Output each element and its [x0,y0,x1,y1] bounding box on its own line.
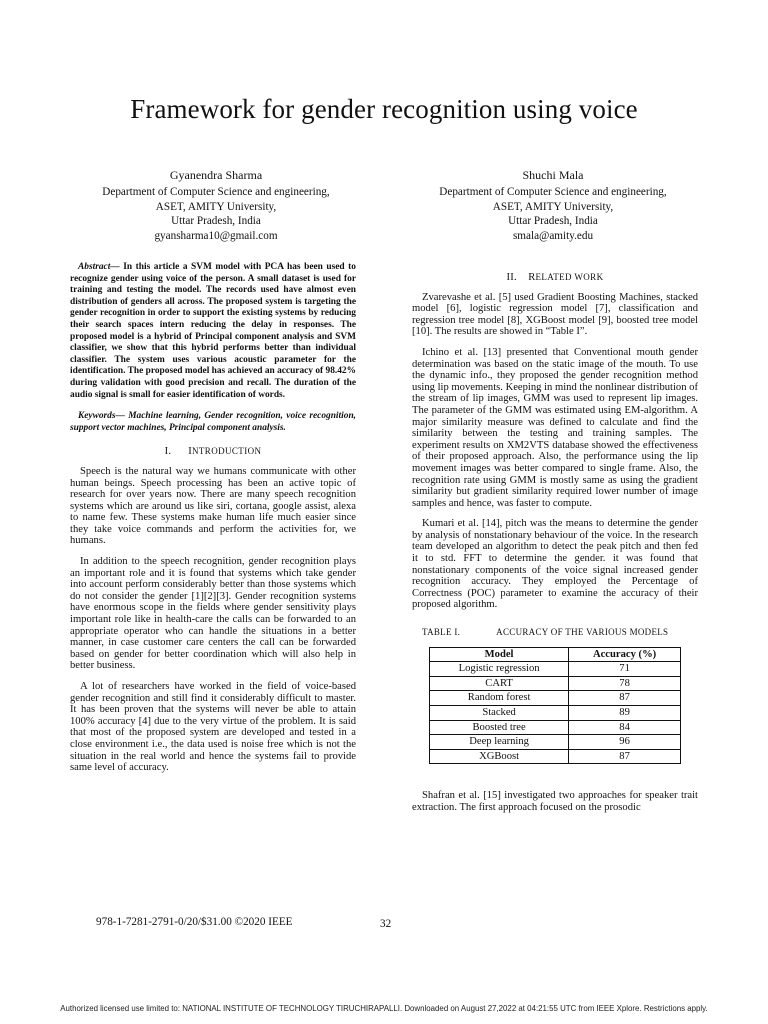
table-label: TABLE I. [422,627,461,638]
table-row [430,676,681,691]
table-header-cell: Accuracy (%) [569,647,681,662]
related-paragraph: Ichino et al. [13] presented that Conventional mouth gender determination was based on the static image of the mouth. To use the dynamic info., they proposed the gender recognition method using lip movements. Keeping in mind the nonlinear distribution of the stream of lip images, GMM was used to represent lip images. The parameter of the GMM was estimated using EM-algorithm. A major similarity measure was defined to calculate and find the similarity between the testing and training samples. The experiment results on XM2VTS database showed the effectiveness of their proposed approach. Also, the performance using the lip movement images was better compared to single frame. Also, the recognition rate using GMM is mostly same as using the gradient similarity but gradient similarity required lower number of image samples and hence, was faster to compute. [412,346,698,509]
table-cell: Stacked [430,706,569,721]
author-institution: ASET, AMITY University, [492,200,614,213]
section-number: I. [164,446,172,458]
license-notice: Authorized licensed use limited to: NATIONAL INSTITUTE OF TECHNOLOGY TIRUCHIRAPALLI. Downloaded on August 27,2022 at 04:21:55 UTC from IEEE Xplore. Restrictions apply. [60,1004,708,1013]
section-heading-introduction [70,446,356,458]
table-header-row [430,647,681,662]
section-initial: R [528,272,536,283]
abstract-text: In this article a SVM model with PCA has been used to recognize gender using voice of the person. A small dataset is used for training and testing the model. The records used have almost even distribution of genders all across. The proposed system is targeting the gender recognition in order to support the existing systems by reducing their search spaces intern reducing the delay in responses. The proposed model is a hybrid of Principal component analysis and SVM classifier, we show that this hybrid performs better than individual classifier. The system uses various acoustic parameter for the identification. The proposed model has achieved an accuracy of 98.42% during validation with good precision and recall. The duration of the audio signal is small for easier identification of words. [70,262,356,400]
table-cell: 78 [569,676,681,691]
author-email[interactable]: smala@amity.edu [512,229,594,242]
author-name: Gyanendra Sharma [169,168,263,182]
table-row [430,706,681,721]
author-department: Department of Computer Science and engineering, [439,186,667,199]
table-cell: 96 [569,735,681,750]
page-number: 32 [380,918,392,930]
author-name: Shuchi Mala [522,168,584,182]
table-row [430,749,681,764]
related-paragraph: Shafran et al. [15] investigated two approaches for speaker trait extraction. The first approach focused on the prosodic [412,790,698,813]
left-column [70,262,356,783]
related-paragraph: Zvarevashe et al. [5] used Gradient Boosting Machines, stacked model [6], logistic regression model [7], classification and regression tree model [8], XGBoost model [9], boosted tree model [10]. The results are showed in “Table I”. [412,291,698,338]
table-cell: 84 [569,720,681,735]
table-row [430,735,681,750]
section-number: II. [506,272,517,283]
section-title-rest: NTRODUCTION [192,446,262,457]
author-email[interactable]: gyansharma10@gmail.com [154,229,278,242]
author-institution: ASET, AMITY University, [155,200,277,213]
section-title-rest: ELATED WORK [535,272,604,282]
author-block-1 [51,168,381,243]
intro-paragraph: A lot of researchers have worked in the field of voice-based gender recognition and still find it considerably difficult to master. It has been proven that the systems will never be able to attain 100% accuracy [4] due to the very virtue of the problem. It is said that most of the proposed system are developed and tested in a close environment i.e., the data used is noise free which is not the situation in the real world and hence the systems fail to provide same level of accuracy. [70,681,356,774]
table-cell: 87 [569,749,681,764]
table-cell: 71 [569,662,681,677]
author-location: Uttar Pradesh, India [171,215,261,228]
section-heading-related-work [412,272,698,284]
author-location: Uttar Pradesh, India [508,215,598,228]
author-block-2 [388,168,718,243]
keywords [70,411,356,434]
table-caption-text: ACCURACY OF THE VARIOUS MODELS [496,627,669,638]
table-cell: Logistic regression [430,662,569,677]
table-row [430,662,681,677]
accuracy-table [429,647,681,765]
abstract [70,262,356,401]
table-cell: Deep learning [430,735,569,750]
keywords-text: Machine learning, Gender recognition, voice recognition, support vector machines, Principal component analysis. [70,411,356,433]
table-cell: Boosted tree [430,720,569,735]
table-row [430,691,681,706]
paper-title: Framework for gender recognition using voice [130,94,638,124]
table-cell: CART [430,676,569,691]
author-department: Department of Computer Science and engineering, [102,186,330,199]
table-cell: XGBoost [430,749,569,764]
section-initial: I [188,446,192,458]
right-column [412,262,698,823]
keywords-label: Keywords— [78,411,125,422]
intro-paragraph: In addition to the speech recognition, gender recognition plays an important role and it is found that systems which take gender into account perform considerably better than those systems which do not consider the gender [1][2][3]. Gender recognition systems have enormous scope in the fields where gender sensitivity plays important role like in health-care the calls can be forwarded to an appropriate operator who can handle the situations in a better manner, in case customer care centers the call can be forwarded based on gender for better coordination which will also help in better business. [70,556,356,672]
footer-isbn: 978-1-7281-2791-0/20/$31.00 ©2020 IEEE [96,916,293,928]
intro-paragraph: Speech is the natural way we humans communicate with other human beings. Speech processing has been an active topic of research for over years now. There are many speech recognition systems which are around us like siri, cortana, google assist, alexa to name few. These systems make human life much easier since they take voice commands and perform the activities for, we humans. [70,465,356,547]
table-header-cell: Model [430,647,569,662]
table-caption [412,627,698,639]
abstract-label: Abstract— [78,262,120,272]
table-cell: 87 [569,691,681,706]
table-cell: 89 [569,706,681,721]
table-row [430,720,681,735]
table-cell: Random forest [430,691,569,706]
related-paragraph: Kumari et al. [14], pitch was the means to determine the gender by analysis of nonstationary behaviour of the voice. In the research team developed an algorithm to detect the peak pitch and then fed it to std. FFT to determine the gender. it was found that nonstationary components of the voice signal increased gender recognition accuracy. They employed the Percentage of Correctness (POC) parameter to examine the accuracy of their proposed algorithm. [412,518,698,611]
